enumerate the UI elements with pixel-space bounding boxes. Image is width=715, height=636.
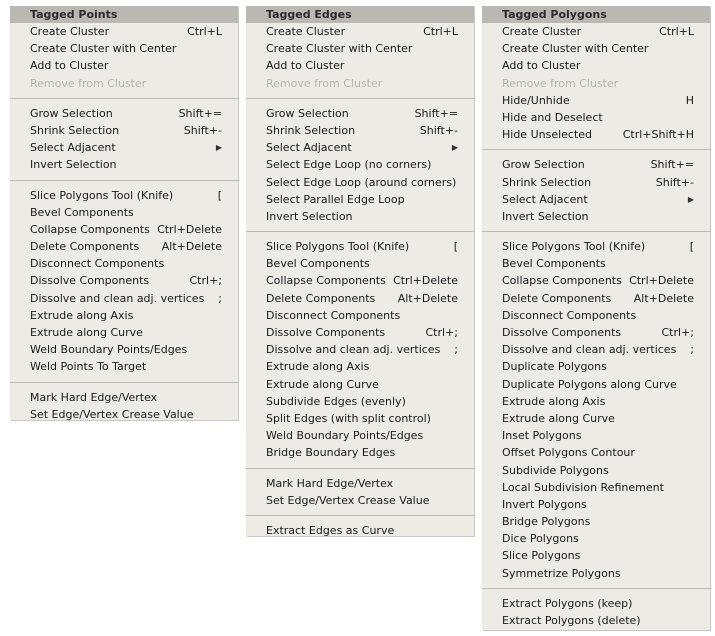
menu-separator [246, 515, 474, 516]
menu-item-shortcut: [ [217, 188, 222, 202]
menu-title: Tagged Edges [246, 6, 474, 23]
menu-item-label: Extrude along Axis [30, 308, 134, 322]
menu-item-label: Invert Selection [30, 158, 117, 172]
menu-item-dissolve-components[interactable] [482, 324, 710, 341]
menu-item-create-cluster-with-center[interactable] [482, 40, 710, 57]
menu-item-shortcut: ; [454, 343, 458, 357]
menu-item-shortcut: Ctrl+L [659, 25, 694, 38]
menu-item-label: Add to Cluster [266, 59, 345, 73]
menu-item-remove-from-cluster [482, 75, 710, 92]
menu-item-label: Hide and Deselect [502, 110, 603, 124]
menu-item-label: Hide/Unhide [502, 93, 570, 107]
menu-item-label: Slice Polygons Tool (Knife) [30, 188, 174, 202]
menu-item-shortcut: Ctrl+Delete [393, 274, 458, 288]
menu-item-label: Disconnect Components [502, 308, 637, 322]
menu-item-label: Bevel Components [266, 257, 370, 271]
menu-item-label: Delete Components [502, 291, 612, 305]
menu-item-extrude-along-curve[interactable] [10, 324, 238, 341]
menu-item-shortcut: Ctrl+Delete [629, 274, 694, 288]
menu-item-delete-components[interactable] [482, 290, 710, 307]
menu-item-slice-polygons-tool-knife[interactable] [482, 238, 710, 255]
menu-item-label: Grow Selection [502, 158, 585, 172]
menu-item-label: Duplicate Polygons [502, 360, 607, 374]
menu-item-label: Collapse Components [502, 274, 622, 288]
menu-item-label: Shrink Selection [30, 123, 120, 137]
menu-item-invert-selection[interactable] [246, 208, 474, 225]
menu-item-select-parallel-edge-loop[interactable] [246, 191, 474, 208]
menu-item-slice-polygons-tool-knife[interactable] [10, 187, 238, 204]
menu-separator [10, 98, 238, 99]
menu-item-mark-hard-edge-vertex[interactable] [246, 475, 474, 492]
menu-item-grow-selection[interactable] [246, 105, 474, 122]
menu-item-disconnect-components[interactable] [10, 255, 238, 272]
menu-item-inset-polygons[interactable] [482, 427, 710, 444]
menu-item-bevel-components[interactable] [10, 204, 238, 221]
menu-item-label: Symmetrize Polygons [502, 566, 621, 580]
menu-item-collapse-components[interactable] [482, 272, 710, 289]
menu-item-select-adjacent[interactable] [10, 139, 238, 156]
menu-item-label: Create Cluster [30, 25, 110, 38]
menu-item-extract-edges-as-curve[interactable] [246, 522, 474, 539]
menu-item-duplicate-polygons[interactable] [482, 358, 710, 375]
menu-item-shortcut: Ctrl+Delete [157, 222, 222, 236]
menu-item-label: Create Cluster [266, 25, 346, 38]
menu-item-label: Remove from Cluster [502, 76, 619, 90]
menu-item-label: Slice Polygons Tool (Knife) [266, 240, 410, 254]
menu-item-label: Remove from Cluster [266, 76, 383, 90]
menu-item-select-adjacent[interactable] [246, 139, 474, 156]
menu-item-label: Slice Polygons Tool (Knife) [502, 240, 646, 254]
menu-item-slice-polygons[interactable] [482, 547, 710, 564]
menu-item-invert-polygons[interactable] [482, 496, 710, 513]
menu-item-disconnect-components[interactable] [246, 307, 474, 324]
menu-item-label: Bridge Polygons [502, 515, 591, 529]
menu-item-shortcut: [ [453, 240, 458, 254]
menu-separator [10, 382, 238, 383]
menu-item-label: Subdivide Edges (evenly) [266, 394, 406, 408]
menu-item-label: Hide Unselected [502, 128, 593, 142]
menu-item-label: Mark Hard Edge/Vertex [30, 390, 158, 404]
menu-separator [10, 180, 238, 181]
menu-item-mark-hard-edge-vertex[interactable] [10, 389, 238, 406]
menu-item-shrink-selection[interactable] [482, 174, 710, 191]
menu-item-label: Bevel Components [502, 257, 606, 271]
menu-item-label: Select Adjacent [30, 141, 116, 155]
menu-item-symmetrize-polygons[interactable] [482, 565, 710, 582]
menu-item-label: Inset Polygons [502, 429, 582, 443]
menu-item-hide-unhide[interactable] [482, 92, 710, 109]
menu-item-label: Select Adjacent [266, 141, 352, 155]
menu-item-label: Weld Boundary Points/Edges [30, 343, 188, 357]
menu-item-label: Duplicate Polygons along Curve [502, 377, 677, 391]
menu-item-add-to-cluster[interactable] [246, 57, 474, 74]
menu-separator [482, 588, 710, 589]
menu-item-split-edges-with-split-control[interactable] [246, 410, 474, 427]
menu-item-bevel-components[interactable] [246, 255, 474, 272]
menu-item-shortcut: ; [218, 291, 222, 305]
menu-item-label: Weld Boundary Points/Edges [266, 429, 424, 443]
menu-title: Tagged Polygons [482, 6, 710, 23]
menu-item-label: Subdivide Polygons [502, 463, 609, 477]
menu-item-shortcut: Shift+- [655, 175, 694, 189]
menu-item-label: Delete Components [266, 291, 376, 305]
menu-item-shrink-selection[interactable] [10, 122, 238, 139]
menu-item-label: Create Cluster [502, 25, 582, 38]
menu-item-label: Dissolve Components [502, 326, 622, 339]
submenu-arrow-icon: ▶ [687, 194, 694, 204]
menu-item-label: Offset Polygons Contour [502, 446, 635, 460]
menu-item-shortcut: [ [689, 240, 694, 254]
menu-separator [246, 231, 474, 232]
menu-item-invert-selection[interactable] [10, 156, 238, 173]
menu-item-disconnect-components[interactable] [482, 307, 710, 324]
menu-item-set-edge-vertex-crease-value[interactable] [10, 406, 238, 423]
menu-item-subdivide-polygons[interactable] [482, 462, 710, 479]
menu-item-shortcut: Ctrl+Shift+H [622, 128, 694, 142]
menu-item-select-adjacent[interactable] [482, 191, 710, 208]
menu-item-grow-selection[interactable] [10, 105, 238, 122]
menu-item-dissolve-components[interactable] [10, 272, 238, 289]
menu-item-duplicate-polygons-along-curve[interactable] [482, 376, 710, 393]
menu-item-set-edge-vertex-crease-value[interactable] [246, 492, 474, 509]
menu-item-delete-components[interactable] [10, 238, 238, 255]
menu-item-label: Set Edge/Vertex Crease Value [30, 407, 194, 421]
menu-item-label: Shrink Selection [266, 123, 356, 137]
menu-item-weld-points-to-target[interactable] [10, 358, 238, 375]
menu-item-hide-unselected[interactable] [482, 126, 710, 143]
menu-item-select-edge-loop-no-corners[interactable] [246, 156, 474, 173]
menu-item-shortcut: Shift+- [419, 123, 458, 137]
menu-item-extract-polygons-keep[interactable] [482, 595, 710, 612]
menu-item-label: Invert Selection [266, 209, 353, 223]
menu-item-bridge-boundary-edges[interactable] [246, 444, 474, 461]
menu-item-label: Extract Edges as Curve [266, 523, 395, 537]
submenu-arrow-icon: ▶ [215, 143, 222, 153]
menu-item-label: Set Edge/Vertex Crease Value [266, 493, 430, 507]
menu-item-label: Weld Points To Target [30, 360, 147, 374]
menu-separator [482, 231, 710, 232]
menu-item-label: Shrink Selection [502, 175, 592, 189]
menu-item-label: Extrude along Curve [30, 326, 143, 339]
menu-item-extrude-along-axis[interactable] [246, 358, 474, 375]
menu-item-label: Split Edges (with split control) [266, 411, 431, 425]
menu-item-shortcut: Shift+= [650, 158, 694, 172]
menu-item-shortcut: Ctrl+; [425, 326, 458, 339]
menu-item-collapse-components[interactable] [246, 272, 474, 289]
menu-item-label: Add to Cluster [30, 59, 109, 73]
menu-item-extrude-along-curve[interactable] [246, 376, 474, 393]
menu-item-shortcut: Shift+- [183, 123, 222, 137]
menu-separator [246, 98, 474, 99]
menu-item-subdivide-edges-evenly[interactable] [246, 393, 474, 410]
menu-item-bevel-components[interactable] [482, 255, 710, 272]
menu-item-label: Collapse Components [266, 274, 386, 288]
menu-item-label: Mark Hard Edge/Vertex [266, 476, 394, 490]
menu-item-shortcut: Alt+Delete [633, 291, 694, 305]
menu-item-label: Local Subdivision Refinement [502, 480, 664, 494]
menu-item-create-cluster[interactable] [482, 23, 710, 40]
menu-item-weld-boundary-points-edges[interactable] [246, 427, 474, 444]
menu-item-shortcut: H [685, 93, 694, 107]
menu-item-dice-polygons[interactable] [482, 530, 710, 547]
menu-item-create-cluster[interactable] [246, 23, 474, 40]
menu-item-shortcut: Ctrl+; [661, 326, 694, 339]
menu-item-weld-boundary-points-edges[interactable] [10, 341, 238, 358]
menu-item-label: Dissolve and clean adj. vertices [30, 291, 205, 305]
menu-item-offset-polygons-contour[interactable] [482, 444, 710, 461]
menu-item-label: Dice Polygons [502, 532, 579, 546]
menu-item-shortcut: Shift+= [178, 106, 222, 120]
menu-item-add-to-cluster[interactable] [482, 57, 710, 74]
menu-item-label: Select Parallel Edge Loop [266, 192, 405, 206]
menu-item-label: Dissolve Components [266, 326, 386, 339]
menu-item-remove-from-cluster [246, 75, 474, 92]
menu-item-delete-components[interactable] [246, 290, 474, 307]
menu-item-create-cluster-with-center[interactable] [246, 40, 474, 57]
menu-item-shortcut: Ctrl+L [423, 25, 458, 38]
menu-separator [246, 468, 474, 469]
tagged-polygons-menu [482, 6, 710, 630]
menu-item-extrude-along-curve[interactable] [482, 410, 710, 427]
menu-item-label: Create Cluster with Center [502, 42, 649, 56]
menu-item-dissolve-components[interactable] [246, 324, 474, 341]
submenu-arrow-icon: ▶ [451, 143, 458, 153]
menu-item-label: Slice Polygons [502, 549, 581, 563]
menu-item-extrude-along-axis[interactable] [482, 393, 710, 410]
menu-item-label: Create Cluster with Center [266, 42, 413, 56]
menu-item-shortcut: ; [690, 343, 694, 357]
menu-item-grow-selection[interactable] [482, 156, 710, 173]
menu-item-add-to-cluster[interactable] [10, 57, 238, 74]
menu-item-dissolve-and-clean-adj-vertices[interactable] [10, 290, 238, 307]
menu-item-extract-polygons-delete[interactable] [482, 612, 710, 629]
menu-item-shortcut: Ctrl+; [189, 274, 222, 288]
menu-item-label: Delete Components [30, 240, 140, 254]
tagged-edges-menu [246, 6, 474, 536]
menu-item-label: Grow Selection [266, 106, 349, 120]
menu-item-create-cluster[interactable] [10, 23, 238, 40]
menu-item-shortcut: Alt+Delete [161, 240, 222, 254]
menu-item-select-edge-loop-around-corners[interactable] [246, 174, 474, 191]
menu-item-label: Select Edge Loop (around corners) [266, 175, 457, 189]
menu-item-create-cluster-with-center[interactable] [10, 40, 238, 57]
menu-item-label: Dissolve and clean adj. vertices [266, 343, 441, 357]
menu-item-label: Select Adjacent [502, 192, 588, 206]
menu-item-label: Invert Selection [502, 209, 589, 223]
menu-item-label: Dissolve Components [30, 274, 150, 288]
menu-item-label: Bevel Components [30, 205, 134, 219]
menu-item-dissolve-and-clean-adj-vertices[interactable] [246, 341, 474, 358]
menu-item-collapse-components[interactable] [10, 221, 238, 238]
menu-item-label: Remove from Cluster [30, 76, 147, 90]
menu-item-invert-selection[interactable] [482, 208, 710, 225]
menu-item-bridge-polygons[interactable] [482, 513, 710, 530]
menu-item-label: Invert Polygons [502, 497, 587, 511]
menu-item-extrude-along-axis[interactable] [10, 307, 238, 324]
menu-item-label: Extract Polygons (keep) [502, 596, 633, 610]
menu-item-remove-from-cluster [10, 75, 238, 92]
menu-item-shrink-selection[interactable] [246, 122, 474, 139]
menu-item-label: Extrude along Curve [502, 411, 615, 425]
menu-item-label: Bridge Boundary Edges [266, 446, 396, 460]
menu-item-hide-and-deselect[interactable] [482, 109, 710, 126]
menu-item-label: Extract Polygons (delete) [502, 614, 641, 627]
menu-item-label: Extrude along Axis [266, 360, 370, 374]
menu-item-shortcut: Ctrl+L [187, 25, 222, 38]
menu-item-label: Grow Selection [30, 106, 113, 120]
menu-item-label: Add to Cluster [502, 59, 581, 73]
menu-item-slice-polygons-tool-knife[interactable] [246, 238, 474, 255]
menu-separator [482, 149, 710, 150]
menu-item-label: Extrude along Curve [266, 377, 379, 391]
menu-item-label: Select Edge Loop (no corners) [266, 158, 432, 172]
menu-item-label: Extrude along Axis [502, 394, 606, 408]
menu-item-label: Disconnect Components [266, 308, 401, 322]
menu-item-label: Create Cluster with Center [30, 42, 177, 56]
menu-item-shortcut: Shift+= [414, 106, 458, 120]
menu-item-dissolve-and-clean-adj-vertices[interactable] [482, 341, 710, 358]
menu-title: Tagged Points [10, 6, 238, 23]
menu-item-local-subdivision-refinement[interactable] [482, 479, 710, 496]
menu-item-shortcut: Alt+Delete [397, 291, 458, 305]
menu-item-label: Dissolve and clean adj. vertices [502, 343, 677, 357]
menu-item-label: Collapse Components [30, 222, 150, 236]
menu-item-label: Disconnect Components [30, 257, 165, 271]
tagged-points-menu [10, 6, 238, 420]
